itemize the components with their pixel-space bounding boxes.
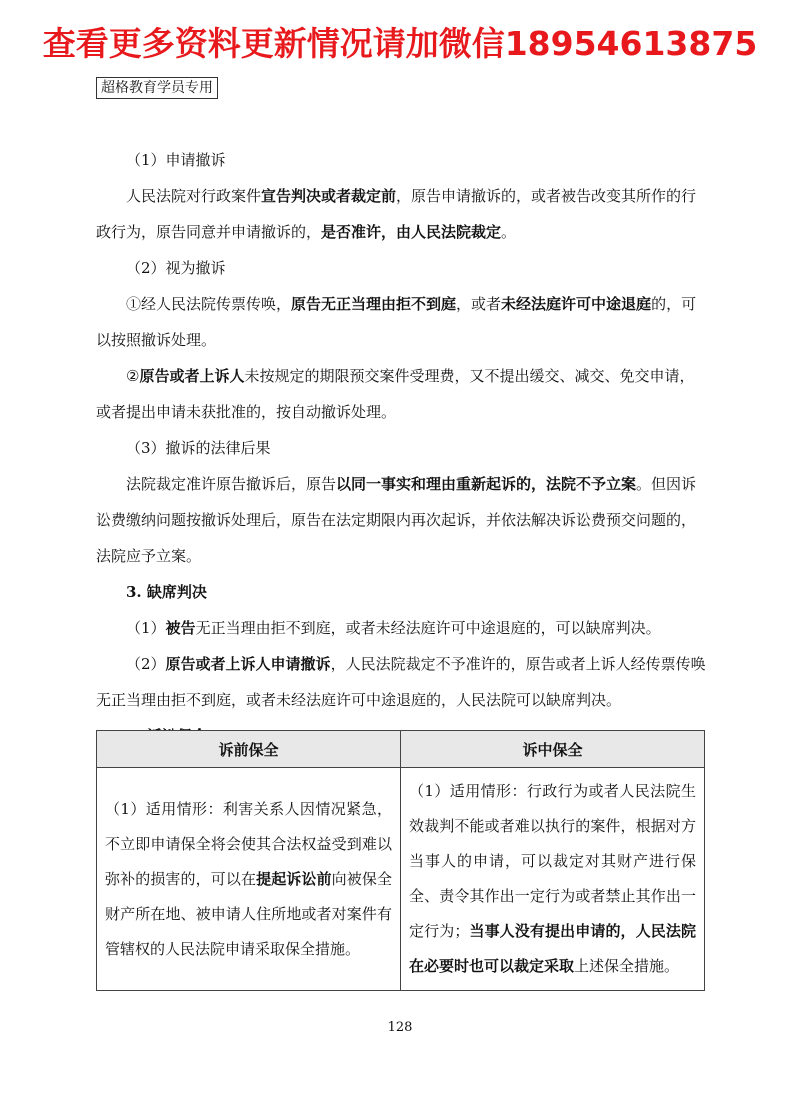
table-row xyxy=(97,768,705,991)
usage-tag: 超格教育学员专用 xyxy=(96,77,218,99)
contact-banner: 查看更多资料更新情况请加微信18954613875 xyxy=(42,24,758,63)
bold-text: 原告或者上诉人申请撤诉 xyxy=(165,655,331,673)
text: ①经人民法院传票传唤， xyxy=(126,295,292,313)
bold-text: 当事人没有提出申请的，人民法院在必要时也可以裁定采取 xyxy=(409,922,696,975)
preservation-table xyxy=(96,730,705,991)
text: ，人民法院裁定不予准许的，原告或者上诉人经传票传唤无正当理由拒不到庭，或者未经法庭许可中途退庭的，人民法院可以缺席判决。 xyxy=(96,655,706,709)
table-header-row xyxy=(97,731,705,768)
text: 无正当理由拒不到庭，或者未经法庭许可中途退庭的，可以缺席判决。 xyxy=(195,619,661,637)
cell-pre-litigation xyxy=(97,768,401,991)
bold-text: 是否准许，由人民法院裁定 xyxy=(321,223,502,241)
paragraph-apply-withdraw xyxy=(96,178,708,250)
text: 上述保全措施。 xyxy=(574,957,680,975)
bold-text: 原告无正当理由拒不到庭 xyxy=(291,295,457,313)
heading-apply-withdraw: （1）申请撤诉 xyxy=(126,151,226,169)
bold-text: 提起诉讼前 xyxy=(256,869,332,888)
bold-text: 被告 xyxy=(165,619,196,637)
page-number: 128 xyxy=(387,1020,413,1035)
heading-default-judgment: 3. 缺席判决 xyxy=(126,583,207,601)
text: 。 xyxy=(501,223,517,241)
text: 人民法院对行政案件 xyxy=(126,187,262,205)
bold-text: 原告或者上诉人 xyxy=(139,367,245,385)
cell-in-litigation xyxy=(401,768,705,991)
document-body xyxy=(96,140,708,754)
bold-text: 未经法庭许可中途退庭 xyxy=(501,295,652,313)
text: ，原告申请撤诉的，或者被告改变其所作的行政行为，原告同意并申请撤诉的， xyxy=(96,187,697,241)
text: （1）适用情形：行政行为或者人民法院生效裁判不能或者难以执行的案件，根据对方当事人的申请，可以裁定对其财产进行保全、责令其作出一定行为或者禁止其作出一定行为； xyxy=(409,782,696,940)
text: 。但因诉讼费缴纳问题按撤诉处理后，原告在法定期限内再次起诉，并依法解决诉讼费预交问题的，法院应予立案。 xyxy=(96,475,697,565)
text: 的，可以按照撤诉处理。 xyxy=(96,295,697,349)
bold-text: 以同一事实和理由重新起诉的，法院不予立案 xyxy=(336,475,637,493)
paragraph-deemed-withdraw-1 xyxy=(96,286,708,358)
bold-text: 宣告判决或者裁定前 xyxy=(261,187,397,205)
heading-withdraw-consequence: （3）撤诉的法律后果 xyxy=(126,439,271,457)
paragraph-deemed-withdraw-2 xyxy=(96,358,708,430)
heading-deemed-withdraw: （2）视为撤诉 xyxy=(126,259,226,277)
paragraph-default-judgment-2 xyxy=(96,646,708,718)
text: （1）适用情形：利害关系人因情况紧急，不立即申请保全将会使其合法权益受到难以弥补的损害的，可以在 xyxy=(105,799,392,888)
text: ，或者 xyxy=(456,295,502,313)
text: （2） xyxy=(126,655,166,673)
table-header-pre-litigation: 诉前保全 xyxy=(97,731,401,768)
text: 向被保全财产所在地、被申请人住所地或者对案件有管辖权的人民法院申请采取保全措施。 xyxy=(105,869,392,958)
text: 法院裁定准许原告撤诉后，原告 xyxy=(126,475,337,493)
text: ② xyxy=(126,367,140,385)
paragraph-withdraw-consequence xyxy=(96,466,708,574)
paragraph-default-judgment-1 xyxy=(96,610,708,646)
text: 未按规定的期限预交案件受理费，又不提出缓交、减交、免交申请，或者提出申请未获批准的，按自动撤诉处理。 xyxy=(96,367,695,421)
table-header-in-litigation: 诉中保全 xyxy=(401,731,705,768)
text: （1） xyxy=(126,619,166,637)
